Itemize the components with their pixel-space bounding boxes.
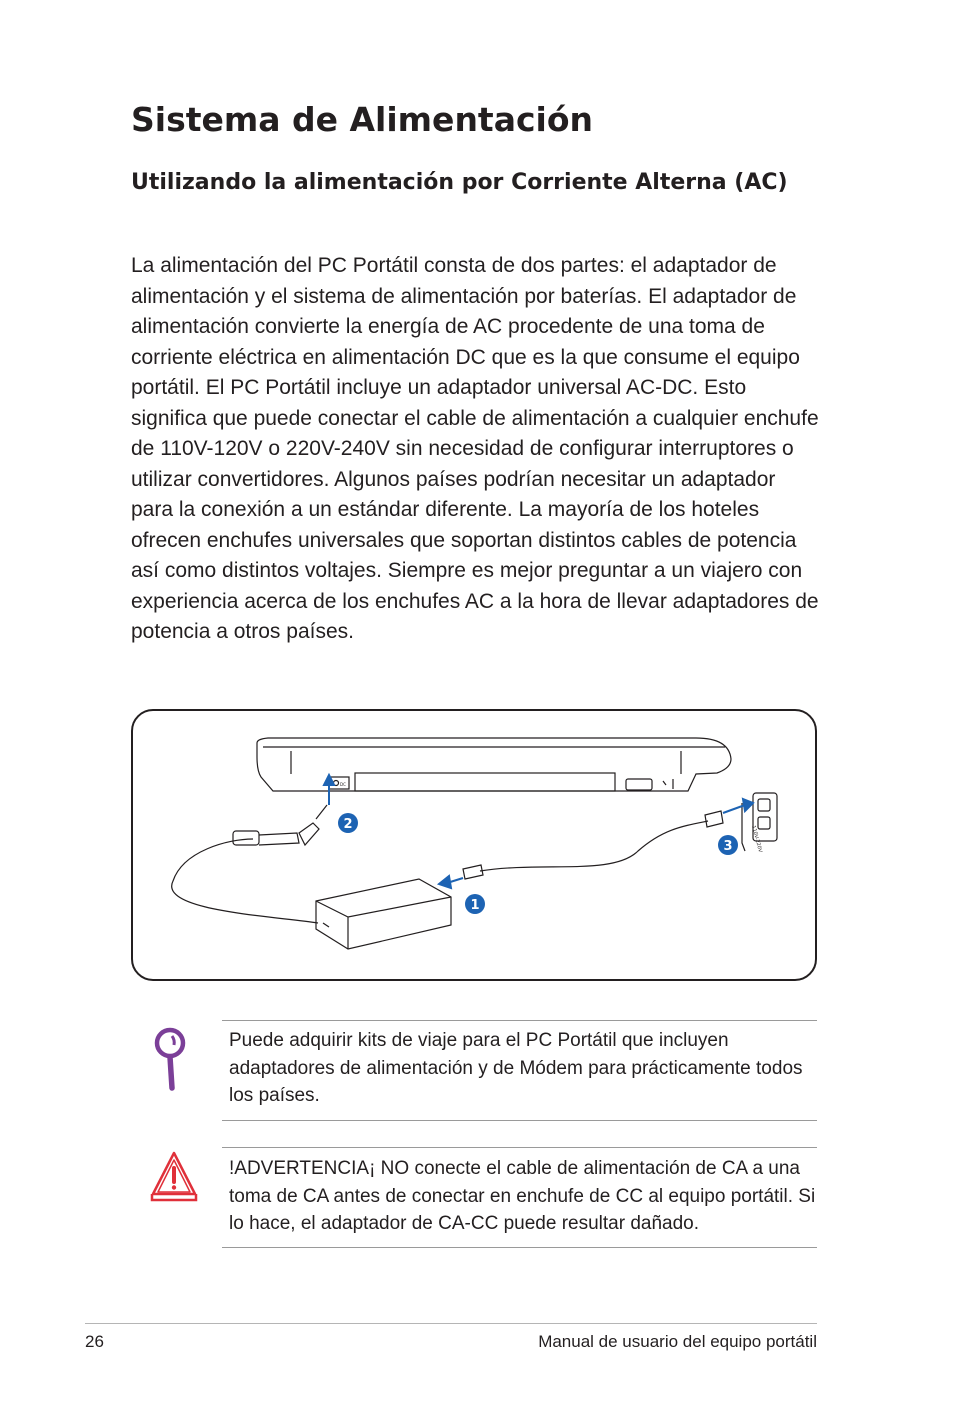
power-connection-illustration <box>133 711 817 981</box>
dc-port-label: DC <box>340 782 346 787</box>
ac-adapter <box>316 879 451 949</box>
magnifier-tip-icon <box>150 1024 190 1094</box>
section-title: Utilizando la alimentación por Corriente Alterna (AC) <box>131 170 788 195</box>
step-label-1: 1 <box>470 898 480 913</box>
tip-note <box>222 1020 817 1121</box>
tip-note-text: Puede adquirir kits de viaje para el PC Portátil que incluyen adaptadores de alimentación y de Módem para prácticamente todos los países. <box>229 1030 803 1106</box>
step-badge-1 <box>465 894 485 914</box>
footer-manual-title: Manual de usuario del equipo portátil <box>538 1332 817 1351</box>
outlet-voltage-label: 110V-220V <box>750 824 763 854</box>
step-badge-3 <box>718 835 738 855</box>
step-label-2: 2 <box>343 817 353 832</box>
warning-note <box>222 1147 817 1248</box>
footer-divider <box>85 1323 817 1324</box>
warning-note-text: !ADVERTENCIA¡ NO conecte el cable de alimentación de CA a una toma de CA antes de conectar en enchufe de CC al equipo portátil. Si lo hace, el adaptador de CA-CC puede resultar dañado. <box>229 1158 816 1234</box>
step-badge-2 <box>338 813 358 833</box>
page-title: Sistema de Alimentación <box>131 100 594 139</box>
step-label-3: 3 <box>723 839 733 854</box>
vga-port <box>626 779 652 790</box>
dc-cable <box>172 839 318 923</box>
page-number: 26 <box>85 1332 104 1351</box>
battery-slot <box>355 773 615 791</box>
warning-triangle-icon <box>150 1150 198 1202</box>
body-paragraph: La alimentación del PC Portátil consta de dos partes: el adaptador de alimentación y el sistema de alimentación por baterías. El adaptador de alimentación convierte la energía de AC procedente de una toma de corriente eléctrica en alimentación DC que es la que consume el equipo portátil. El PC Portátil incluye un adaptador universal AC-DC. Esto significa que puede conectar el cable de alimentación a cualquier enchufe de 110V-120V o 220V-240V sin necesidad de configurar interruptores o utilizar convertidores. Algunos países podrían necesitar un adaptador para la conexión a un estándar diferente. La mayoría de los hoteles ofrecen enchufes universales que soportan distintos cables de potencia así como distintos voltajes. Siempre es mejor preguntar a un viajero con experiencia acerca de los enchufes AC a la hora de llevar adaptadores de potencia a otros países. <box>131 254 819 643</box>
power-connection-figure <box>131 709 817 981</box>
ac-cord <box>480 821 708 871</box>
